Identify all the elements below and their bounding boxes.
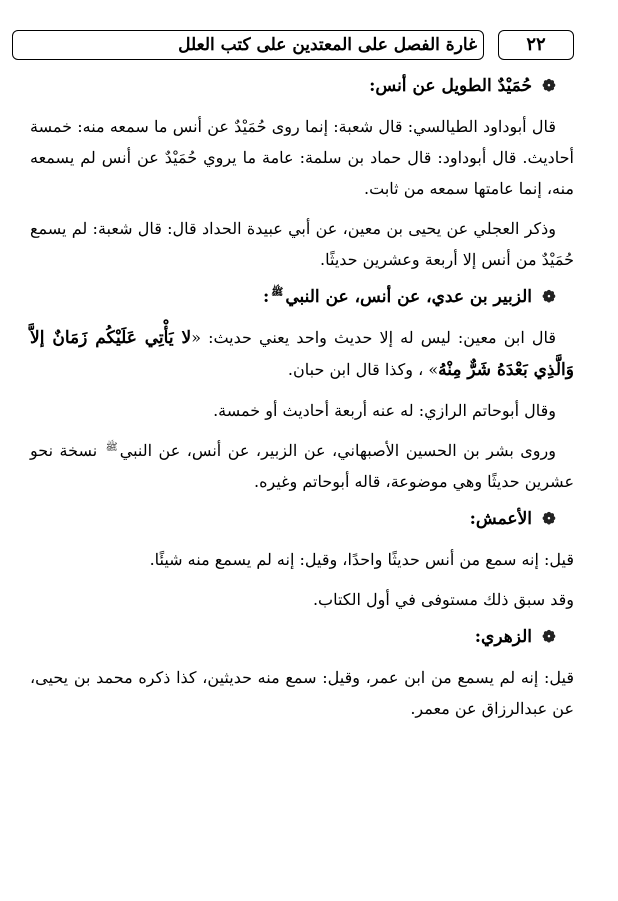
flower-ornament-icon: ❁ <box>542 627 556 646</box>
paragraph: قال أبوداود الطيالسي: قال شعبة: إنما روى حُمَيْدٌ عن أنس ما سمعه منه: خمسة أحاديث. قال أبوداود: قال حماد بن سلمة: عامة ما يروي حُمَيْدٌ عن أنس لم يسمعه منه، إنما عامتها سمعه من ثابت. <box>30 117 574 198</box>
paragraph: وقال أبوحاتم الرازي: له عنه أربعة أحاديث أو خمسة. <box>213 401 556 420</box>
heading-text: الأعمش: <box>469 509 532 529</box>
flower-ornament-icon: ❁ <box>542 76 556 95</box>
section-heading-humaid <box>30 73 558 99</box>
paragraph: وذكر العجلي عن يحيى بن معين، عن أبي عبيدة الحداد قال: قال شعبة: لم يسمع حُمَيْدٌ من أنس إلا أربعة وعشرين حديثًا. <box>30 219 574 269</box>
salawat-symbol: ﷺ <box>105 441 118 453</box>
page-number-box <box>498 30 574 60</box>
page-number: ٢٢ <box>526 34 546 55</box>
paragraph: وقد سبق ذلك مستوفى في أول الكتاب. <box>312 590 574 609</box>
flower-ornament-icon: ❁ <box>542 509 556 528</box>
section-heading-zuhri <box>30 624 558 650</box>
section-heading-amash <box>30 506 558 532</box>
flower-ornament-icon: ❁ <box>542 287 556 306</box>
page-header <box>12 30 572 60</box>
paragraph: قيل: إنه لم يسمع من ابن عمر، وقيل: سمع منه حديثين، كذا ذكره محمد بن يحيى، عن عبدالرزاق عن معمر. <box>30 668 574 718</box>
section-heading-zubair <box>30 284 558 310</box>
heading-text: الزبير بن عدي، عن أنس، عن النبي$^ﷺ$: <box>262 287 532 307</box>
heading-text: حُمَيْدٌ الطويل عن أنس: <box>369 76 532 96</box>
paragraph: قال ابن معين: ليس له إلا حديث واحد يعني حديث: «لا يَأْتِي عَلَيْكُم زَمَانٌ إلاَّ وَالَّذِي بَعْدَهُ شَرٌّ مِنْهُ» ، وكذا قال ابن حبان. <box>30 328 574 380</box>
page-content <box>30 73 574 733</box>
book-title: غارة الفصل على المعتدين على كتب العلل <box>178 35 477 55</box>
paragraph: قيل: إنه سمع من أنس حديثًا واحدًا، وقيل: إنه لم يسمع منه شيئًا. <box>149 550 574 569</box>
hadith-quote: لا يَأْتِي عَلَيْكُم زَمَانٌ إلاَّ وَالَّذِي بَعْدَهُ شَرٌّ مِنْهُ <box>30 328 574 380</box>
salawat-symbol: ﷺ <box>271 287 284 299</box>
heading-text: الزهري: <box>474 627 532 647</box>
paragraph: وروى بشر بن الحسين الأصبهاني، عن الزبير، عن أنس، عن النبي$^ﷺ$ نسخة نحو عشرين حديثًا وهي موضوعة، قاله أبوحاتم وغيره. <box>30 441 574 491</box>
header-title-box <box>12 30 484 60</box>
